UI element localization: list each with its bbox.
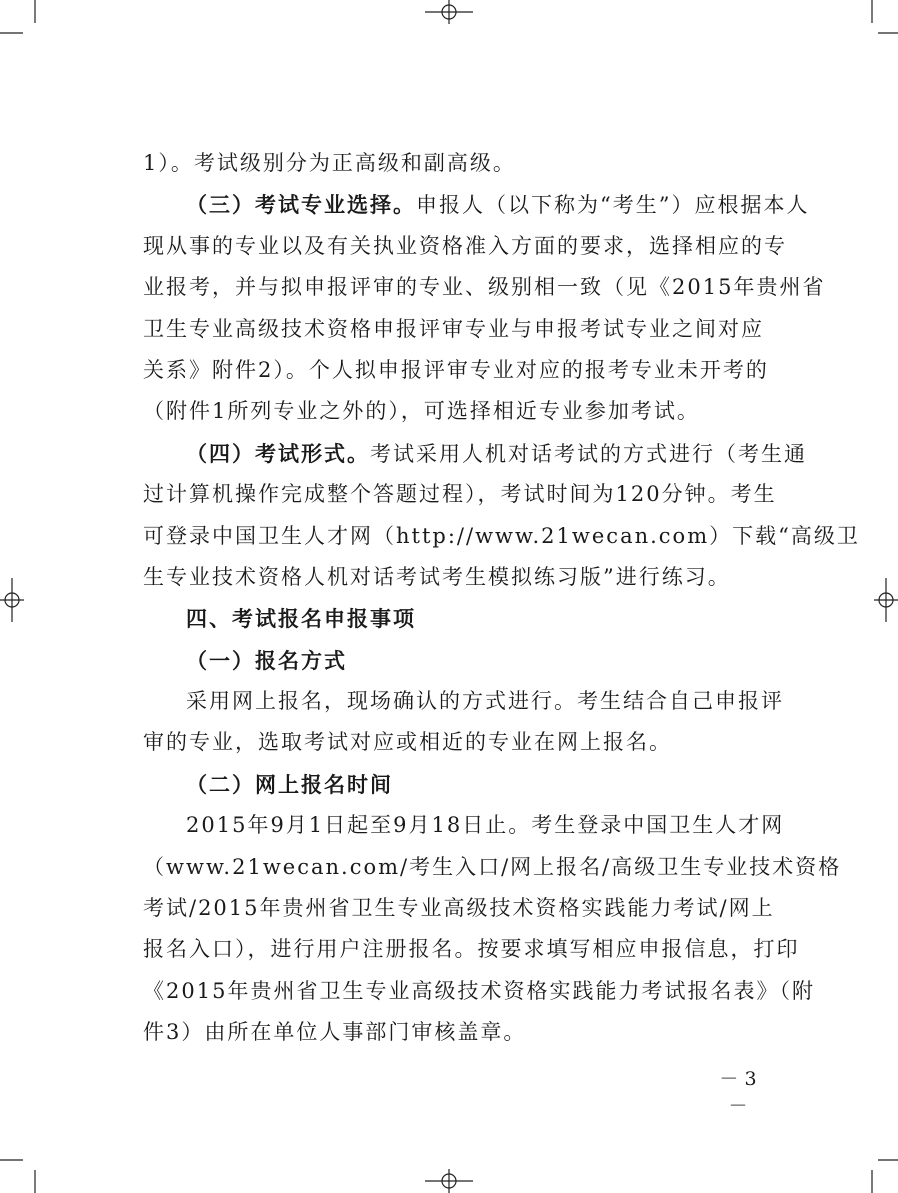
text-line: （三）考试专业选择。申报人（以下称为“考生”）应根据本人	[186, 192, 810, 218]
registration-mark-top	[425, 0, 473, 24]
text-line: 1）。考试级别分为正高级和副高级。	[143, 151, 516, 175]
text-line: 过计算机操作完成整个答题过程），考试时间为120分钟。考生	[143, 482, 777, 507]
text-line: 件3）由所在单位人事部门审核盖章。	[143, 1020, 527, 1045]
text-line: （四）考试形式。考试采用人机对话考试的方式进行（考生通	[186, 440, 807, 466]
section-heading: 四、考试报名申报事项	[186, 606, 416, 632]
text-line: 2015年9月1日起至9月18日止。考生登录中国卫生人才网	[186, 813, 785, 838]
registration-mark-left	[0, 578, 24, 622]
text-line: 业报考，并与拟申报评审的专业、级别相一致（见《2015年贵州省	[143, 275, 826, 300]
text-line: 可登录中国卫生人才网（http://www.21wecan.com）下载“高级卫	[143, 523, 860, 548]
text-line: 卫生专业高级技术资格申报评审专业与申报考试专业之间对应	[143, 316, 764, 341]
text-line: 报名入口），进行用户注册报名。按要求填写相应申报信息，打印	[143, 937, 800, 962]
body-text	[143, 143, 860, 1054]
section-heading: （三）考试专业选择。	[186, 192, 416, 218]
text-line: （附件1所列专业之外的），可选择相近专业参加考试。	[143, 399, 700, 424]
text-line: 关系》附件2）。个人拟申报评审专业对应的报考专业未开考的	[143, 357, 769, 382]
page-number: － 3 －	[719, 1068, 757, 1117]
section-heading: （四）考试形式。	[186, 440, 370, 466]
text-line: （www.21wecan.com/考生入口/网上报名/高级卫生专业技术资格	[143, 854, 842, 879]
subsection-heading: （二）网上报名时间	[186, 771, 393, 797]
text-line: 生专业技术资格人机对话考试考生模拟练习版”进行练习。	[143, 564, 731, 589]
text-line: 现从事的专业以及有关执业资格准入方面的要求，选择相应的专	[143, 233, 787, 258]
subsection-heading: （一）报名方式	[186, 647, 347, 673]
registration-mark-right	[874, 578, 898, 622]
registration-mark-bottom	[425, 1169, 473, 1193]
text-line: 采用网上报名，现场确认的方式进行。考生结合自己申报评	[186, 689, 784, 714]
text-line: 审的专业，选取考试对应或相近的专业在网上报名。	[143, 730, 672, 755]
text-line: 考试/2015年贵州省卫生专业高级技术资格实践能力考试/网上	[143, 896, 775, 921]
text-line: 《2015年贵州省卫生专业高级技术资格实践能力考试报名表》（附	[143, 978, 815, 1003]
